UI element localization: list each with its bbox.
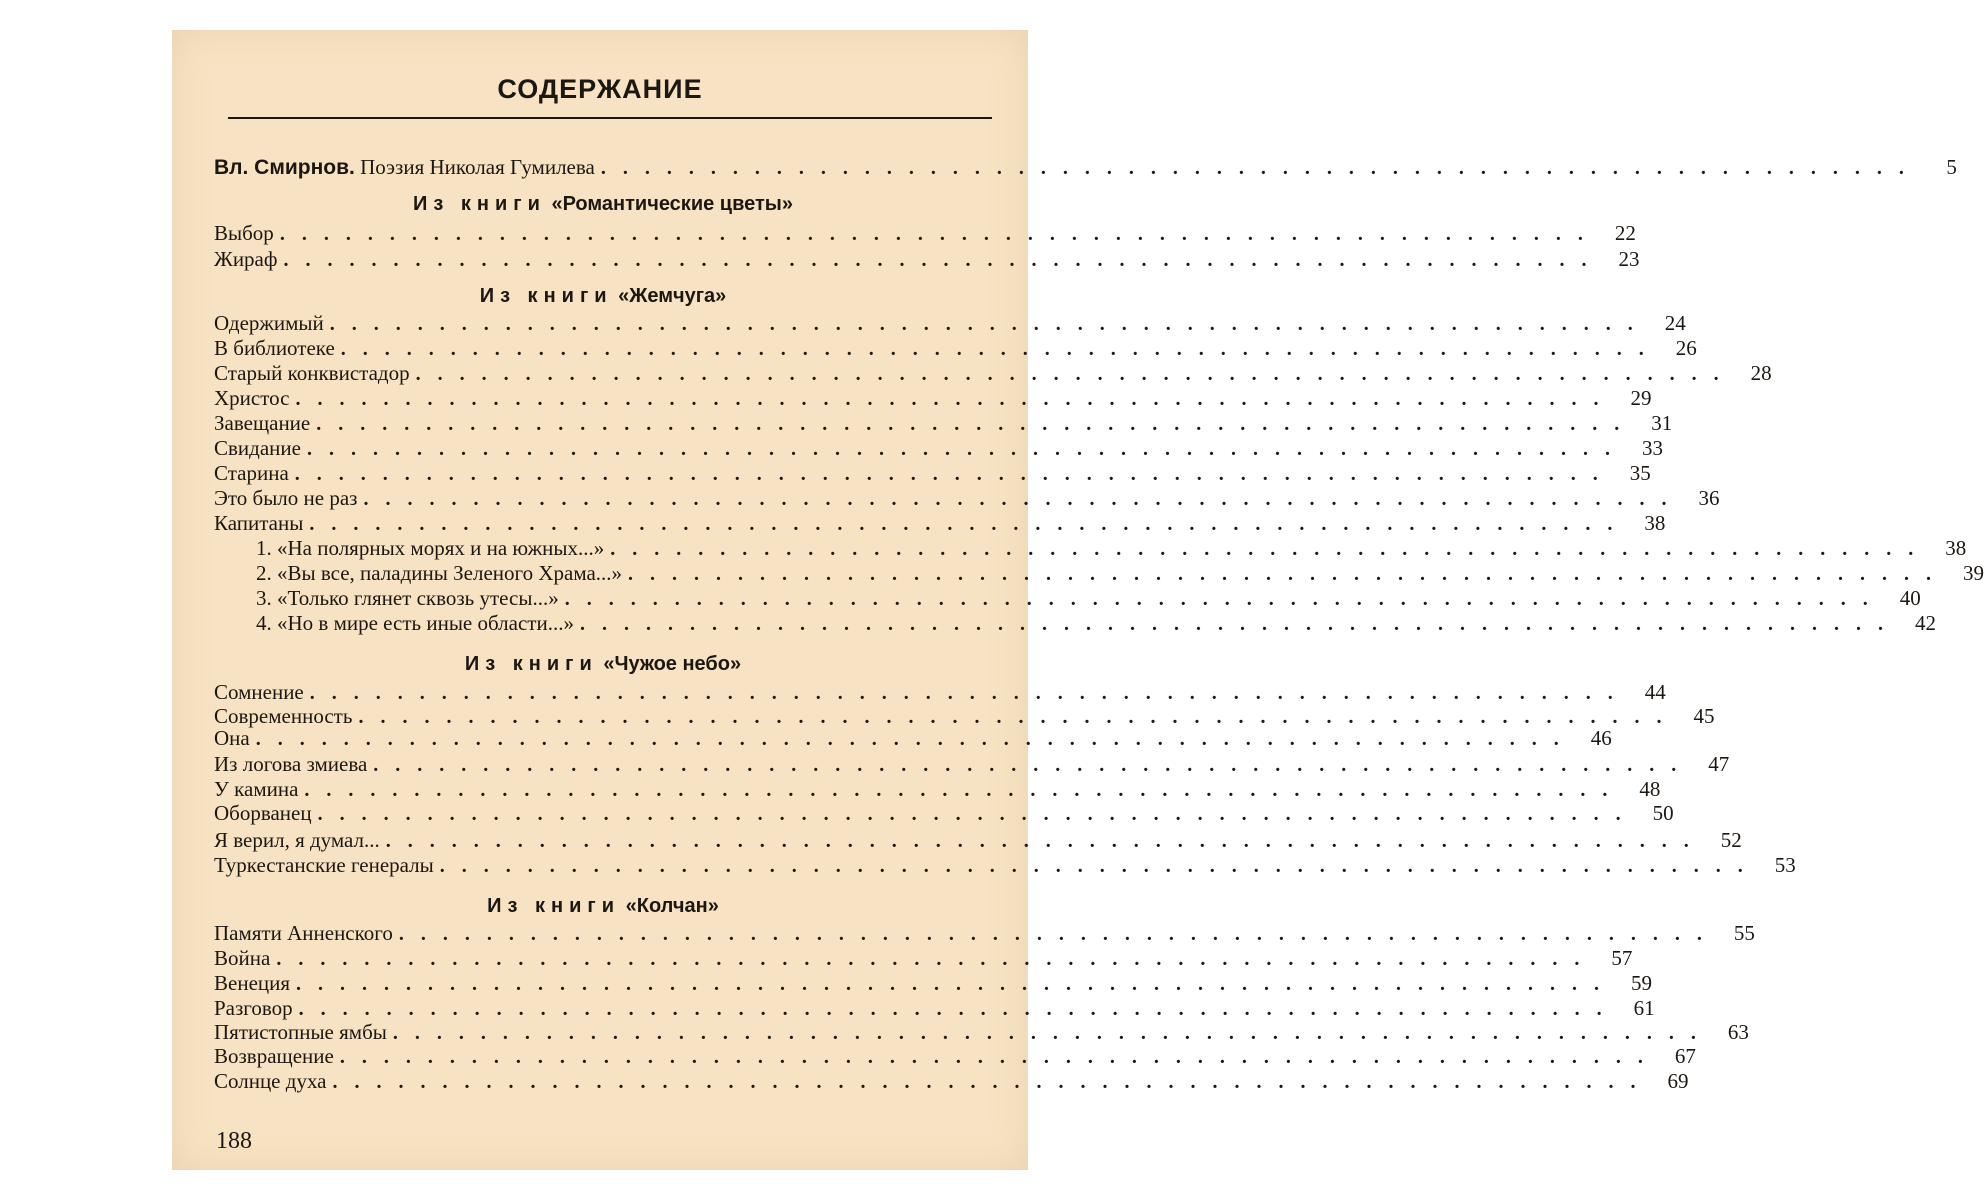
- section-heading-text: Из книги: [464, 653, 598, 675]
- toc-entry: [214, 776, 1661, 802]
- toc-entry-intro: [214, 154, 1957, 180]
- toc-entry-label: [214, 154, 595, 181]
- section-heading-text: Из книги: [413, 193, 546, 215]
- toc-entry: [214, 1068, 1689, 1094]
- toc-entry-page: 38: [1945, 536, 1967, 560]
- dot-leader: ............................................................: [329, 313, 1650, 335]
- dot-leader: ............................................................: [296, 973, 1617, 995]
- toc-entry-label: Пятистопные ямбы: [214, 1020, 387, 1044]
- section-heading-text: «Романтические цветы»: [551, 193, 793, 215]
- toc-entry-page: 45: [1693, 704, 1715, 728]
- toc-entry-label: Современность: [214, 704, 353, 728]
- toc-entry-page: 48: [1639, 777, 1661, 801]
- toc-entry: [214, 827, 1742, 853]
- toc-entry-label: Старый конквистадор: [214, 361, 410, 385]
- toc-entry-label: Христос: [214, 386, 290, 410]
- toc-entry-label: Сомнение: [214, 680, 304, 704]
- toc-entry-label: Оборванец: [214, 801, 312, 825]
- toc-entry-label: 2. «Вы все, паладины Зеленого Храма...»: [256, 561, 623, 585]
- toc-entry-label: Она: [214, 726, 250, 750]
- section-heading-text: Из книги: [487, 895, 621, 917]
- toc-entry: [214, 970, 1653, 996]
- toc-subentry: [256, 535, 1967, 561]
- toc-entry-label: Жираф: [214, 247, 278, 271]
- toc-entry-page: 22: [1614, 221, 1636, 245]
- dot-leader: ............................................................: [439, 855, 1760, 877]
- dot-leader: ............................................................: [332, 1071, 1653, 1093]
- dot-leader: ............................................................: [295, 388, 1616, 410]
- toc-entry-page: 44: [1644, 680, 1666, 704]
- dot-leader: ............................................................: [304, 779, 1625, 801]
- toc-entry-label: Завещание: [214, 411, 311, 435]
- toc-entry-label: Я верил, я думал...: [214, 828, 380, 852]
- dot-leader: ............................................................: [564, 588, 1885, 610]
- toc-entry-page: 50: [1652, 801, 1674, 825]
- toc-entry-page: 42: [1914, 611, 1936, 635]
- toc-entry-label: Старина: [214, 461, 289, 485]
- toc-entry-label: Капитаны: [214, 511, 304, 535]
- toc-entry-page: 38: [1644, 511, 1666, 535]
- toc-entry-label: 1. «На полярных морях и на южных...»: [256, 536, 605, 560]
- toc-entry: [214, 335, 1697, 361]
- toc-entry-page: 39: [1963, 561, 1984, 585]
- dot-leader: ............................................................: [579, 613, 1900, 635]
- toc-entry: [214, 800, 1674, 826]
- toc-entry-page: 59: [1631, 971, 1653, 995]
- dot-leader: ............................................................: [255, 728, 1576, 750]
- toc-entry-label: 3. «Только глянет сквозь утесы...»: [256, 586, 559, 610]
- section-heading-text: «Жемчуга»: [618, 285, 727, 307]
- dot-leader: ............................................................: [415, 363, 1736, 385]
- toc-entry-label: Солнце духа: [214, 1069, 327, 1093]
- page-title: СОДЕРЖАНИЕ: [497, 74, 703, 104]
- toc-entry-label: Разговор: [214, 996, 293, 1020]
- toc-entry-page: 26: [1675, 336, 1697, 360]
- title-rule: [228, 117, 992, 119]
- toc-entry-author: Вл. Смирнов.: [214, 156, 355, 179]
- dot-leader: ............................................................: [339, 1046, 1660, 1068]
- toc-entry-label: В библиотеке: [214, 336, 335, 360]
- toc-entry: [214, 945, 1633, 971]
- toc-entry-label: Выбор: [214, 221, 274, 245]
- toc-entry-label: Война: [214, 946, 271, 970]
- toc-entry-label: Это было не раз: [214, 486, 358, 510]
- toc-entry-label: 4. «Но в мире есть иные области...»: [256, 611, 574, 635]
- section-heading: [214, 190, 992, 218]
- dot-leader: ............................................................: [283, 249, 1604, 271]
- dot-leader: ............................................................: [340, 338, 1661, 360]
- dot-leader: ............................................................: [276, 948, 1597, 970]
- toc-entry: [214, 360, 1772, 386]
- section-heading: [214, 892, 992, 920]
- toc-entry-page: 69: [1667, 1069, 1689, 1093]
- dot-leader: ............................................................: [610, 538, 1931, 560]
- toc-entry-page: 31: [1651, 411, 1673, 435]
- dot-leader: ............................................................: [373, 754, 1694, 776]
- dot-leader: ............................................................: [600, 157, 1921, 179]
- toc-entry-label: Памяти Анненского: [214, 921, 393, 945]
- toc-entry: [214, 679, 1666, 705]
- toc-entry: [214, 995, 1655, 1021]
- dot-leader: ............................................................: [309, 513, 1630, 535]
- section-heading: [214, 282, 992, 310]
- toc-entry: [214, 751, 1730, 777]
- toc-entry: [214, 385, 1652, 411]
- dot-leader: ............................................................: [392, 1022, 1713, 1044]
- dot-leader: ............................................................: [358, 706, 1679, 728]
- dot-leader: ............................................................: [309, 682, 1630, 704]
- toc-entry: [214, 410, 1673, 436]
- dot-leader: ............................................................: [385, 830, 1706, 852]
- section-heading-text: «Колчан»: [625, 895, 719, 917]
- dot-leader: ............................................................: [279, 223, 1600, 245]
- toc-entry: [214, 435, 1663, 461]
- dot-leader: ............................................................: [398, 923, 1719, 945]
- dot-leader: ............................................................: [306, 438, 1627, 460]
- toc-entry-page: 29: [1630, 386, 1652, 410]
- toc-entry-page: 67: [1674, 1044, 1696, 1068]
- toc-entry: [214, 460, 1651, 486]
- toc-entry-page: 47: [1708, 752, 1730, 776]
- toc-entry-page: 28: [1750, 361, 1772, 385]
- toc-entry-page: 36: [1698, 486, 1720, 510]
- toc-entry: [214, 1043, 1696, 1069]
- dot-leader: ............................................................: [317, 803, 1638, 825]
- toc-entry: [214, 725, 1612, 751]
- toc-subentry: [256, 610, 1936, 636]
- dot-leader: ............................................................: [316, 413, 1637, 435]
- toc-entry-label: Одержимый: [214, 311, 324, 335]
- toc-entry-page: 35: [1629, 461, 1651, 485]
- toc-entry: [214, 485, 1720, 511]
- section-heading: [214, 650, 992, 678]
- toc-entry-page: 61: [1633, 996, 1655, 1020]
- toc-entry-page: 53: [1774, 853, 1796, 877]
- toc-subentry: [256, 560, 1984, 586]
- dot-leader: ............................................................: [294, 463, 1615, 485]
- toc-entry-page: 33: [1641, 436, 1663, 460]
- toc-entry-label: Поэзия Николая Гумилева: [360, 155, 595, 179]
- toc-entry-label: Из логова змиева: [214, 752, 368, 776]
- toc-entry-page: 24: [1664, 311, 1686, 335]
- book-page: [172, 30, 1984, 1170]
- toc-entry-label: Возвращение: [214, 1044, 334, 1068]
- dot-leader: ............................................................: [628, 563, 1949, 585]
- toc-entry-page: 46: [1590, 726, 1612, 750]
- page-number: 188: [216, 1128, 252, 1154]
- toc-entry-label: Венеция: [214, 971, 291, 995]
- toc-entry-page: 52: [1720, 828, 1742, 852]
- toc-entry-page: 40: [1899, 586, 1921, 610]
- dot-leader: ............................................................: [298, 998, 1619, 1020]
- toc-entry: [214, 220, 1636, 246]
- toc-entry-page: 63: [1727, 1020, 1749, 1044]
- toc-entry-page: 55: [1733, 921, 1755, 945]
- toc-entry-label: У камина: [214, 777, 299, 801]
- toc-entry: [214, 246, 1640, 272]
- section-heading-text: Из книги: [479, 285, 613, 307]
- toc-entry-page: 23: [1618, 247, 1640, 271]
- toc-entry-label: Свидание: [214, 436, 301, 460]
- toc-entry: [214, 852, 1796, 878]
- toc-entry-label: Туркестанские генералы: [214, 853, 434, 877]
- toc-entry-page: 5: [1946, 155, 1957, 179]
- toc-subentry: [256, 585, 1921, 611]
- toc-entry: [214, 510, 1666, 536]
- toc-entry: [214, 1019, 1749, 1045]
- toc-entry: [214, 920, 1755, 946]
- section-heading-text: «Чужое небо»: [603, 653, 742, 675]
- toc-entry-page: 57: [1611, 946, 1633, 970]
- toc-entry: [214, 310, 1686, 336]
- dot-leader: ............................................................: [363, 488, 1684, 510]
